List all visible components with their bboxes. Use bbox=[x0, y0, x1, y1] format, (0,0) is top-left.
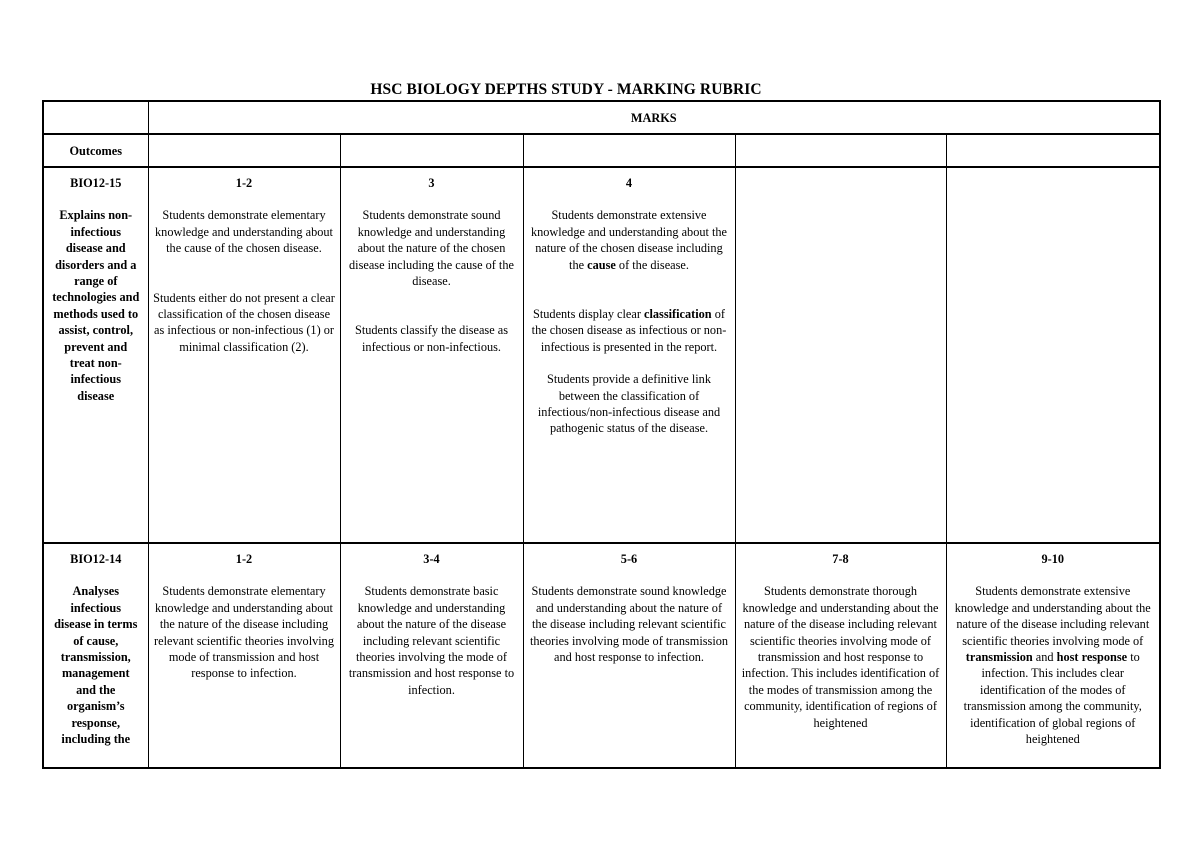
mark-range: 1-2 bbox=[235, 552, 253, 566]
outcome-description: Explains non-infectious disease and disorders and a range of technologies and methods used to assist, control, prevent and treat non-infectious disease bbox=[52, 208, 140, 403]
band-cell bbox=[523, 167, 735, 543]
outcome-code: BIO12-15 bbox=[70, 176, 122, 190]
mark-range: 1-2 bbox=[235, 176, 253, 190]
page-title-text: HSC BIOLOGY DEPTHS STUDY - MARKING RUBRIC bbox=[370, 81, 762, 98]
mark-range: 3-4 bbox=[423, 552, 440, 566]
band-criteria: Students demonstrate sound knowledge and understanding about the nature of the disease including relevant scientific theories involving mode of transmission and host response to infection. bbox=[529, 584, 729, 665]
empty-cell bbox=[946, 167, 1160, 543]
band-cell bbox=[340, 167, 523, 543]
criteria-emphasis: transmission bbox=[965, 650, 1033, 665]
mark-range: 4 bbox=[625, 176, 633, 190]
outcome-cell bbox=[43, 167, 148, 543]
mark-range: 7-8 bbox=[832, 552, 849, 566]
criteria-emphasis: cause bbox=[587, 257, 616, 272]
band-cell bbox=[148, 167, 340, 543]
outcome-row-bio12-15 bbox=[43, 167, 1160, 543]
marks-header: MARKS bbox=[630, 111, 677, 125]
band-cell bbox=[148, 543, 340, 768]
band-criteria: Students demonstrate elementary knowledge and understanding about the nature of the disease including relevant scientific theories involving mode of transmission and host response to infection. bbox=[154, 584, 334, 681]
marks-header-row bbox=[43, 101, 1160, 134]
outcome-description: Analyses infectious disease in terms of cause, transmission, management and the organism’s response, including the bbox=[54, 584, 138, 747]
empty-cell bbox=[735, 167, 946, 543]
outcome-code: BIO12-14 bbox=[70, 552, 122, 566]
page-title bbox=[0, 81, 1132, 99]
mark-range: 9-10 bbox=[1041, 552, 1065, 566]
criteria-text: to infection. This includes clear identification of the modes of transmission among the community, identification of global regions of heightened bbox=[963, 650, 1142, 747]
outcomes-label: Outcomes bbox=[69, 144, 123, 158]
band-criteria: Students demonstrate thorough knowledge and understanding about the nature of the disease including relevant scientific theories involving mode of transmission and host response to infection. This includes identification of the modes of transmission among the community, identification of regions of heightened bbox=[741, 584, 940, 730]
band-cell bbox=[523, 543, 735, 768]
criteria-text: and bbox=[1032, 650, 1057, 665]
band-criteria: Students demonstrate sound knowledge and understanding about the nature of the chosen disease including the cause of the disease. bbox=[349, 208, 514, 289]
band-criteria bbox=[951, 583, 1156, 747]
empty-corner-cell bbox=[43, 101, 148, 134]
empty-cell bbox=[148, 134, 340, 167]
band-criteria: Students provide a definitive link between the classification of infectious/non-infectious disease and pathogenic status of the disease. bbox=[537, 372, 721, 436]
band-criteria: Students demonstrate basic knowledge and understanding about the nature of the disease including relevant scientific theories involving the mode of transmission and host response to infection. bbox=[348, 584, 515, 697]
mark-range: 5-6 bbox=[620, 552, 638, 566]
band-cell bbox=[735, 543, 946, 768]
empty-cell bbox=[735, 134, 946, 167]
criteria-emphasis: classification bbox=[644, 307, 712, 322]
empty-cell bbox=[523, 134, 735, 167]
criteria-text: Students demonstrate extensive knowledge and understanding about the nature of the disease including relevant scientific theories involving mode of bbox=[954, 584, 1151, 648]
outcomes-label-cell bbox=[43, 134, 148, 167]
band-cell bbox=[946, 543, 1160, 768]
band-criteria bbox=[528, 306, 731, 355]
criteria-text: of the chosen disease as infectious or non-infectious is presented in the report. bbox=[531, 307, 727, 354]
empty-cell bbox=[946, 134, 1160, 167]
band-cell bbox=[340, 543, 523, 768]
criteria-text: of the disease. bbox=[615, 257, 689, 272]
marking-rubric-table bbox=[42, 100, 1161, 769]
outcome-cell bbox=[43, 543, 148, 768]
band-criteria: Students demonstrate elementary knowledge and understanding about the cause of the chosen disease. bbox=[155, 208, 333, 256]
outcome-row-bio12-14 bbox=[43, 543, 1160, 768]
criteria-text: Students demonstrate extensive knowledge and understanding about the nature of the chosen disease including the bbox=[530, 208, 728, 272]
band-criteria: Students either do not present a clear classification of the chosen disease as infectious or non-infectious (1) or minimal classification (2). bbox=[153, 290, 335, 354]
criteria-text: Students display clear bbox=[533, 307, 645, 322]
mark-range: 3 bbox=[428, 176, 435, 190]
band-criteria: Students classify the disease as infectious or non-infectious. bbox=[355, 323, 508, 354]
marks-header-cell bbox=[148, 101, 1160, 134]
band-criteria bbox=[528, 207, 731, 273]
outcomes-row bbox=[43, 134, 1160, 167]
criteria-emphasis: host response bbox=[1056, 650, 1128, 665]
empty-cell bbox=[340, 134, 523, 167]
